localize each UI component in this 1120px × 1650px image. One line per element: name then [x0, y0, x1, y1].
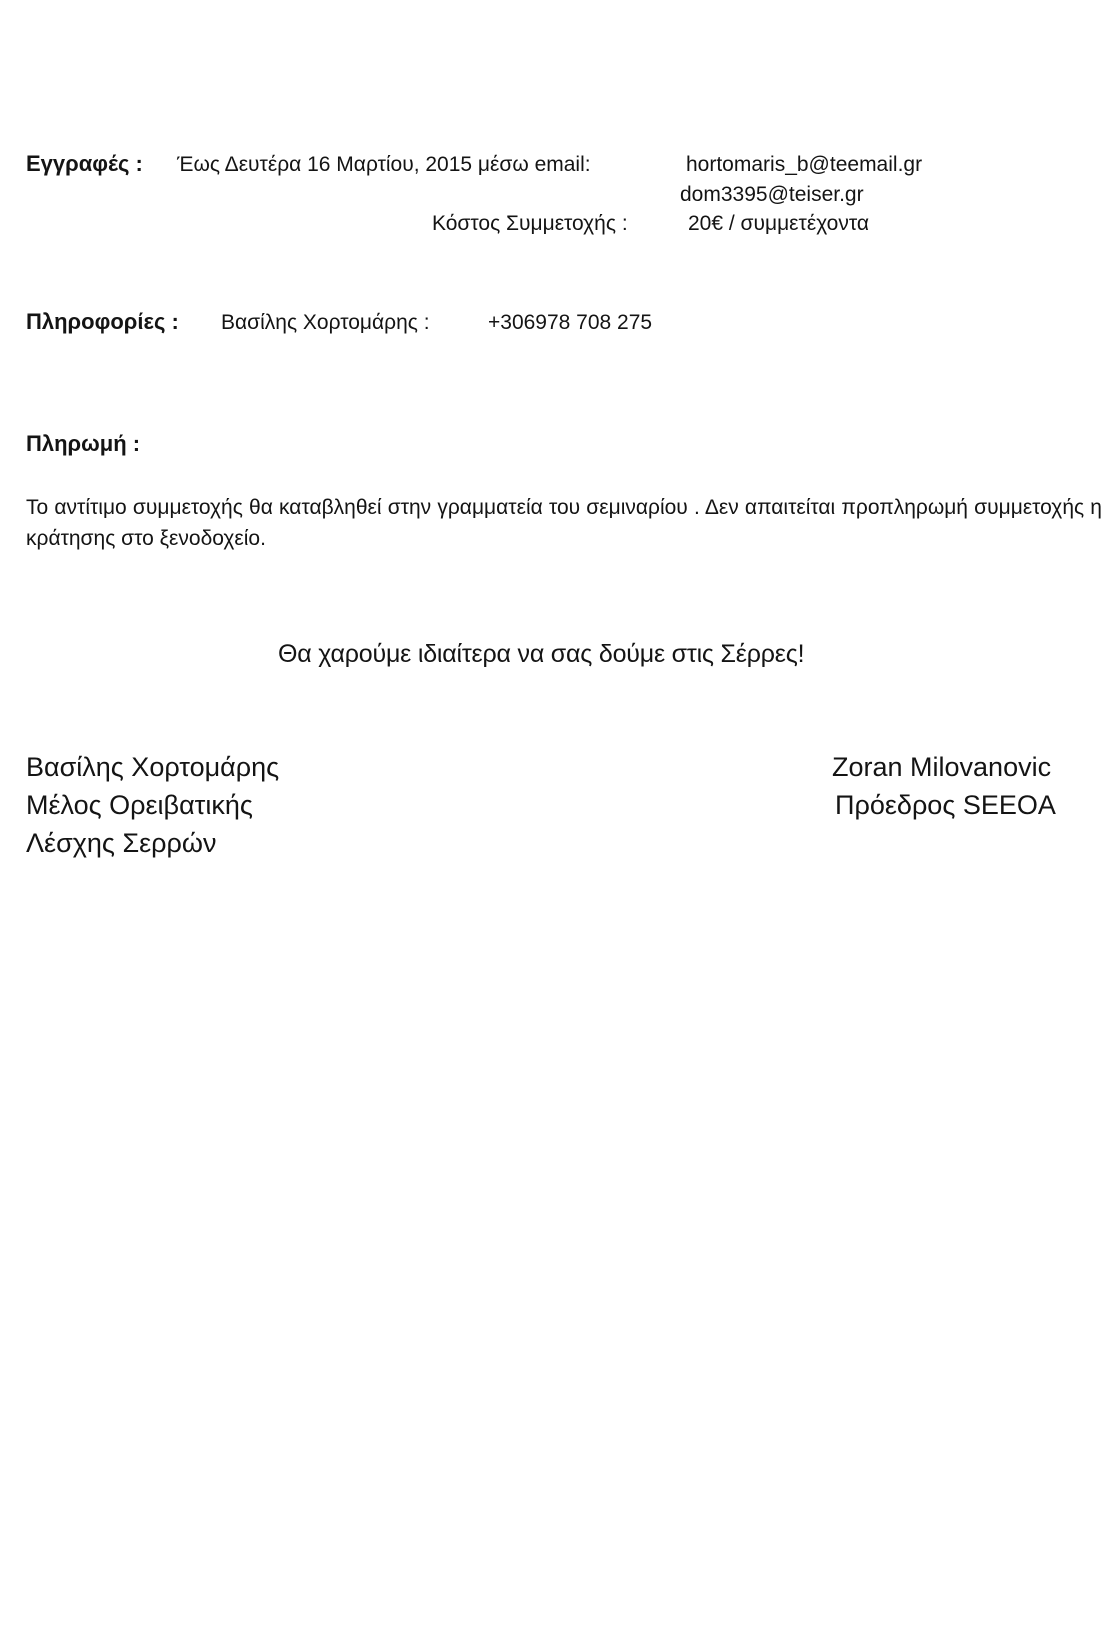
registrations-label: Εγγραφές : [26, 151, 143, 176]
cost-value: 20€ / συμμετέχοντα [688, 212, 869, 235]
registrations-email-2[interactable]: dom3395@teiser.gr [680, 183, 864, 206]
payment-paragraph: Το αντίτιμο συμμετοχής θα καταβληθεί στην γραμματεία του σεμιναρίου . Δεν απαιτείται προπληρωμή συμμετοχής η κράτησης στο ξενοδοχείο. [26, 496, 1102, 550]
registrations-email-1[interactable]: hortomaris_b@teemail.gr [686, 153, 923, 176]
contact-name: Βασίλης Χορτομάρης : [221, 311, 430, 334]
registrations-deadline-text: Έως Δευτέρα 16 Μαρτίου, 2015 μέσω email: [177, 153, 591, 176]
cost-label: Κόστος Συμμετοχής : [432, 212, 628, 235]
contact-phone: +306978 708 275 [488, 311, 653, 334]
signature-left-name: Βασίλης Χορτομάρης [26, 752, 280, 782]
closing-message: Θα χαρούμε ιδιαίτερα να σας δούμε στις Σέρρες! [278, 640, 805, 668]
signature-left-role-line-2: Λέσχης Σερρών [26, 828, 217, 858]
signature-right-role: Πρόεδρος SEEOA [835, 790, 1056, 820]
signature-left-role-line-1: Μέλος Ορειβατικής [26, 790, 253, 820]
information-label: Πληροφορίες : [26, 309, 179, 334]
signature-right-name: Zoran Milovanovic [832, 752, 1052, 782]
payment-label: Πληρωμή : [26, 431, 141, 456]
